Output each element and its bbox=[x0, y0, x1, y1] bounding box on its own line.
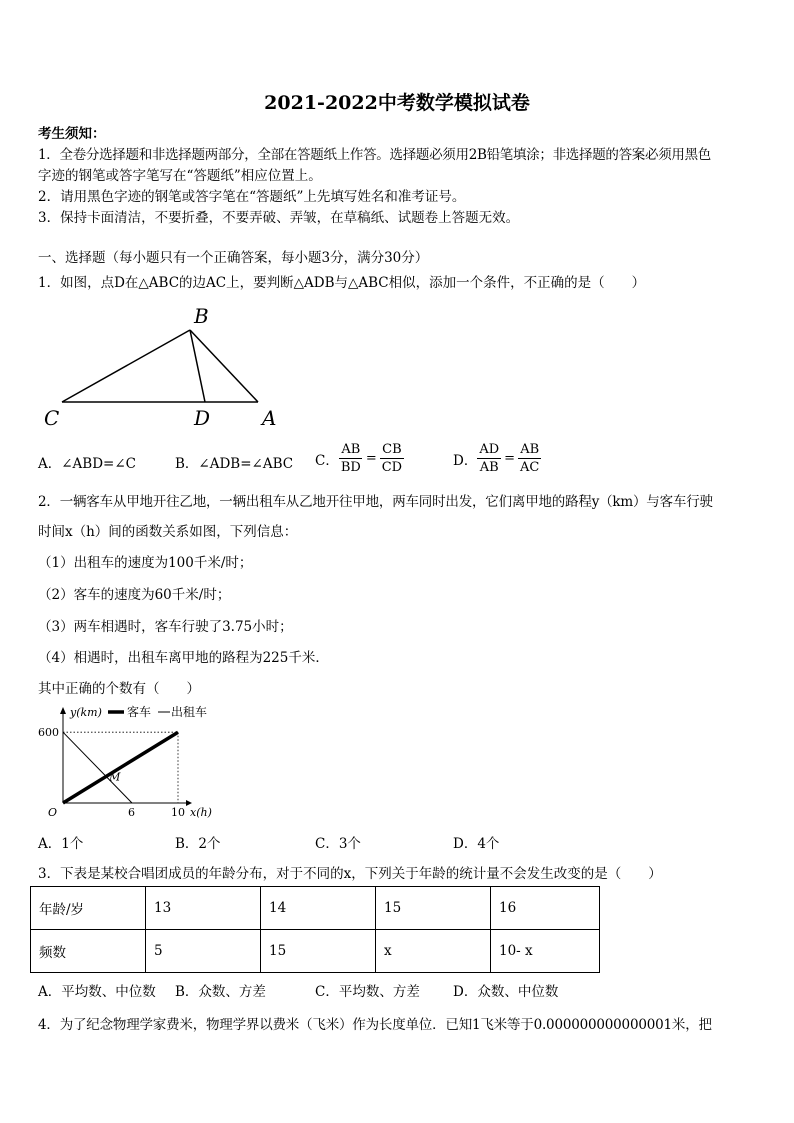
table-cell: 16 bbox=[491, 887, 600, 930]
q1-option-d[interactable] bbox=[453, 441, 541, 476]
table-row bbox=[31, 930, 600, 973]
notice-line-3: 3．保持卡面清洁，不要折叠，不要弄破、弄皱，在草稿纸、试题卷上答题无效。 bbox=[38, 210, 520, 226]
page-title: 2021-2022中考数学模拟试卷 bbox=[264, 92, 530, 114]
y-tick-label-600: 600 bbox=[38, 726, 59, 740]
legend-label-taxi: 出租车 bbox=[171, 705, 208, 719]
origin-label: O bbox=[48, 806, 58, 819]
q2-option-d[interactable]: D．4个 bbox=[453, 836, 500, 852]
vertex-label-d: D bbox=[194, 406, 211, 430]
q3-stem: 3．下表是某校合唱团成员的年龄分布，对于不同的x，下列关于年龄的统计量不会发生改变的是（ ） bbox=[38, 866, 662, 882]
q3-age-frequency-table bbox=[30, 886, 600, 973]
legend-label-bus: 客车 bbox=[127, 705, 152, 719]
q2-option-a[interactable]: A．1个 bbox=[38, 836, 84, 852]
q1-option-a[interactable]: A．∠ABD=∠C bbox=[38, 456, 137, 472]
q2-info-1: （1）出租车的速度为100千米/时； bbox=[38, 555, 253, 571]
equals-sign: = bbox=[365, 451, 377, 466]
table-row bbox=[31, 887, 600, 930]
q2-distance-time-chart bbox=[30, 700, 230, 825]
q1-option-b[interactable]: B．∠ADB=∠ABC bbox=[175, 456, 294, 472]
vertex-label-c: C bbox=[44, 406, 60, 430]
table-cell: 14 bbox=[261, 887, 376, 930]
notice-line-2: 2．请用黑色字迹的钢笔或答字笔在“答题纸”上先填写姓名和准考证号。 bbox=[38, 189, 466, 205]
table-cell: 15 bbox=[261, 930, 376, 973]
vertex-label-b: B bbox=[194, 304, 209, 328]
table-cell: 13 bbox=[146, 887, 261, 930]
y-axis-label: y(km) bbox=[70, 706, 102, 719]
q2-ask: 其中正确的个数有（ ） bbox=[38, 681, 200, 697]
fraction-denominator: AB bbox=[479, 460, 499, 475]
intersection-label-m: M bbox=[109, 770, 121, 784]
q1-triangle-figure bbox=[40, 300, 300, 435]
equals-sign: = bbox=[504, 451, 516, 466]
q3-option-b[interactable]: B．众数、方差 bbox=[175, 984, 266, 1000]
q2-info-4: （4）相遇时，出租车离甲地的路程为225千米． bbox=[38, 650, 329, 666]
table-cell: 年龄/岁 bbox=[31, 887, 146, 930]
edge-bd bbox=[190, 330, 205, 402]
series-line-bus bbox=[63, 732, 178, 803]
q2-stem-line-1: 2．一辆客车从甲地开往乙地，一辆出租车从乙地开往甲地，两车同时出发，它们离甲地的路程y（km）与客车行驶 bbox=[38, 494, 713, 510]
fraction-numerator: AD bbox=[479, 442, 500, 457]
q1-stem: 1．如图，点D在△ABC的边AC上，要判断△ADB与△ABC相似，添加一个条件，不正确的是（ ） bbox=[38, 275, 646, 291]
q1-option-c[interactable] bbox=[315, 441, 404, 476]
edge-cb bbox=[62, 330, 190, 402]
q1-option-d-fraction-2 bbox=[518, 441, 541, 476]
q1-option-d-prefix: D． bbox=[453, 452, 478, 469]
q1-option-d-fraction-1 bbox=[477, 441, 501, 476]
fraction-numerator: CB bbox=[382, 442, 402, 457]
q2-option-b[interactable]: B．2个 bbox=[175, 836, 221, 852]
q2-info-2: （2）客车的速度为60千米/时； bbox=[38, 587, 231, 603]
q3-option-d[interactable]: D．众数、中位数 bbox=[453, 984, 559, 1000]
fraction-denominator: BD bbox=[340, 460, 361, 475]
y-axis-arrow bbox=[60, 707, 66, 714]
section-heading: 一、选择题（每小题只有一个正确答案，每小题3分，满分30分） bbox=[38, 250, 429, 266]
q2-option-c[interactable]: C．3个 bbox=[315, 836, 361, 852]
x-tick-label-10: 10 bbox=[171, 806, 185, 819]
q4-stem: 4．为了纪念物理学家费米，物理学界以费米（飞米）作为长度单位．已知1飞米等于0.000000000000001米，把 bbox=[38, 1017, 712, 1033]
chart-legend bbox=[108, 704, 207, 719]
table-cell: x bbox=[376, 930, 491, 973]
x-tick-label-6: 6 bbox=[128, 806, 135, 819]
q3-option-c[interactable]: C．平均数、方差 bbox=[315, 984, 420, 1000]
fraction-numerator: AB bbox=[341, 442, 361, 457]
notice-heading: 考生须知： bbox=[38, 126, 106, 142]
table-cell: 10- x bbox=[491, 930, 600, 973]
table-cell: 15 bbox=[376, 887, 491, 930]
q1-option-c-prefix: C． bbox=[315, 452, 339, 469]
q2-stem-line-2: 时间x（h）间的函数关系如图，下列信息： bbox=[38, 524, 298, 540]
table-cell: 5 bbox=[146, 930, 261, 973]
fraction-denominator: AC bbox=[520, 460, 540, 475]
fraction-numerator: AB bbox=[520, 442, 540, 457]
notice-line-1a: 1．全卷分选择题和非选择题两部分，全部在答题纸上作答。选择题必须用2B铅笔填涂；非选择题的答案必须用黑色 bbox=[38, 147, 711, 163]
fraction-denominator: CD bbox=[381, 460, 403, 475]
notice-line-1b: 字迹的钢笔或答字笔写在“答题纸”相应位置上。 bbox=[38, 168, 322, 184]
vertex-label-a: A bbox=[262, 406, 277, 430]
x-axis-label: x(h) bbox=[190, 806, 212, 819]
q3-option-a[interactable]: A．平均数、中位数 bbox=[38, 984, 156, 1000]
q1-option-c-fraction-1 bbox=[339, 441, 363, 476]
q2-info-3: （3）两车相遇时，客车行驶了3.75小时； bbox=[38, 619, 293, 635]
edge-ba bbox=[190, 330, 258, 402]
table-cell: 频数 bbox=[31, 930, 146, 973]
q1-option-c-fraction-2 bbox=[380, 441, 404, 476]
